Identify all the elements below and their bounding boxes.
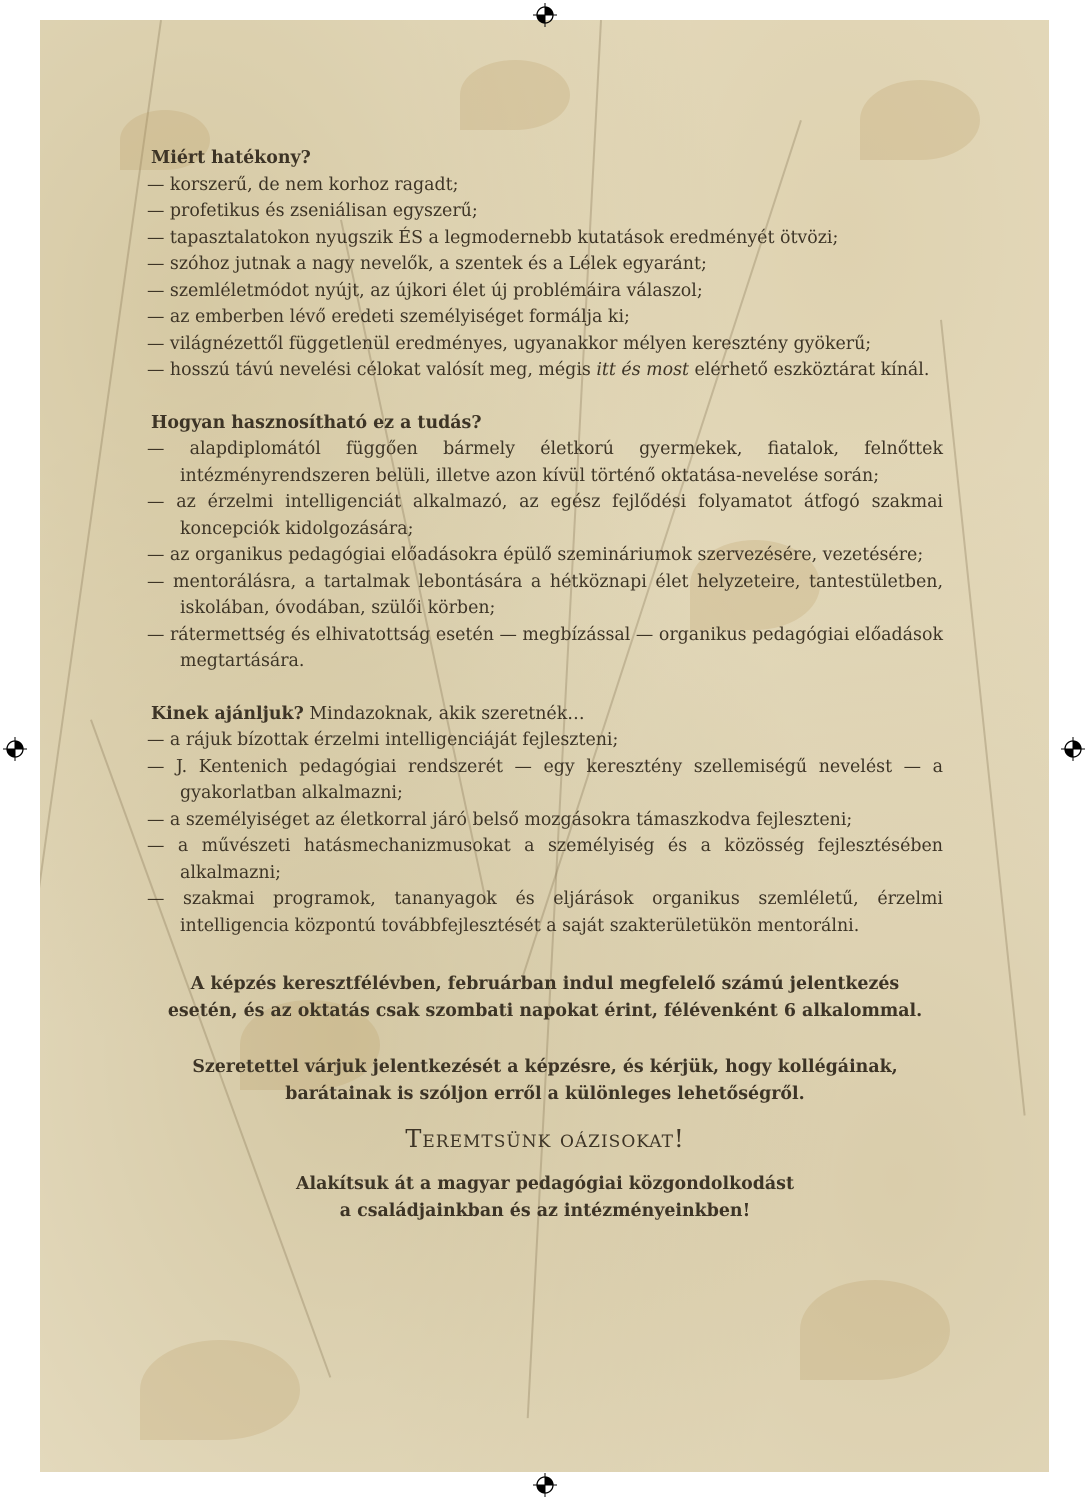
benefit-item: — világnézettől függetlenül eredményes, ugyanakkor mélyen keresztény gyökerű; bbox=[147, 333, 872, 354]
motto-heading: Teremtsünk oázisokat! bbox=[405, 1125, 685, 1153]
benefit-item-last bbox=[147, 357, 943, 384]
section-intro: Mindazoknak, akik szeretnék… bbox=[303, 703, 585, 724]
invitation-text: Szeretettel várjuk jelentkezését a képzésre, és kérjük, hogy kollégáinak, bbox=[192, 1057, 898, 1077]
section-heading-who-for bbox=[151, 701, 943, 728]
branch-decoration bbox=[940, 320, 1026, 1116]
usage-item: — az érzelmi intelligenciát alkalmazó, az egész fejlődési folyamatot átfogó szakmai koncepciók kidolgozására; bbox=[147, 492, 943, 539]
flyer-content bbox=[147, 145, 943, 1224]
invitation-text: barátainak is szóljon erről a különleges lehetőségről. bbox=[285, 1083, 805, 1104]
closing-statement: Alakítsuk át a magyar pedagógiai közgondolkodást bbox=[296, 1174, 794, 1194]
section-title-why-effective: Miért hatékony? bbox=[151, 148, 311, 168]
emphasis-text: itt és most bbox=[596, 360, 690, 380]
leaf-decoration bbox=[140, 1340, 300, 1440]
benefit-item: — tapasztalatokon nyugszik ÉS a legmodernebb kutatások eredményét ötvözi; bbox=[147, 227, 839, 248]
registration-mark-icon bbox=[1061, 737, 1085, 761]
registration-mark-icon bbox=[533, 3, 557, 27]
usage-item: — mentorálásra, a tartalmak lebontására a hétköznapi élet helyzeteire, tantestületben, iskolában, óvodában, szülői körben; bbox=[147, 571, 943, 618]
audience-item: — J. Kentenich pedagógiai rendszerét — egy keresztény szellemiségű nevelést — a gyakorlatban alkalmazni; bbox=[147, 756, 943, 803]
course-start-notice: esetén, és az oktatás csak szombati napokat érint, félévenként 6 alkalommal. bbox=[167, 1000, 923, 1021]
course-start-notice: A képzés keresztfélévben, februárban indul megfelelő számú jelentkezés bbox=[190, 974, 900, 994]
benefit-item: — szemléletmódot nyújt, az újkori élet új problémáira válaszol; bbox=[147, 280, 703, 301]
benefit-item: — szóhoz jutnak a nagy nevelők, a szentek és a Lélek egyaránt; bbox=[147, 254, 707, 274]
benefit-item: — az emberben lévő eredeti személyiséget formálja ki; bbox=[147, 307, 630, 327]
usage-item: — rátermettség és elhivatottság esetén — megbízással — organikus pedagógiai előadások megtartására. bbox=[147, 624, 943, 671]
registration-mark-icon bbox=[3, 737, 27, 761]
closing-statement: a családjainkban és az intézményeinkben! bbox=[339, 1200, 751, 1221]
leaf-decoration bbox=[460, 60, 570, 130]
benefit-item: — korszerű, de nem korhoz ragadt; bbox=[147, 174, 459, 195]
benefit-text: — hosszú távú nevelési célokat valósít meg, mégis bbox=[147, 360, 597, 380]
audience-item: — a rájuk bízottak érzelmi intelligenciáját fejleszteni; bbox=[147, 730, 619, 750]
section-title-who-for: Kinek ajánljuk? bbox=[151, 703, 304, 724]
usage-item: — alapdiplomától függően bármely életkorú gyermekek, fiatalok, felnőttek intézményrendszeren belüli, illetve azon kívül történő oktatása-nevelése során; bbox=[147, 439, 943, 486]
usage-item: — az organikus pedagógiai előadásokra épülő szemináriumok szervezésére, vezetésére; bbox=[147, 545, 924, 565]
benefit-item: — profetikus és zseniálisan egyszerű; bbox=[147, 201, 478, 221]
registration-mark-icon bbox=[533, 1473, 557, 1497]
audience-item: — a személyiséget az életkorral járó belső mozgásokra támaszkodva fejleszteni; bbox=[147, 809, 853, 830]
audience-item: — a művészeti hatásmechanizmusokat a személyiség és a közösség fejlesztésében alkalmazni; bbox=[147, 836, 943, 883]
audience-item: — szakmai programok, tananyagok és eljárások organikus szemléletű, érzelmi intelligencia központú továbbfejlesztését a saját szakterületükön mentorálni. bbox=[147, 889, 943, 936]
benefit-text: elérhető eszköztárat kínál. bbox=[689, 360, 930, 380]
section-title-how-usable: Hogyan hasznosítható ez a tudás? bbox=[151, 412, 482, 433]
leaf-decoration bbox=[800, 1280, 950, 1380]
